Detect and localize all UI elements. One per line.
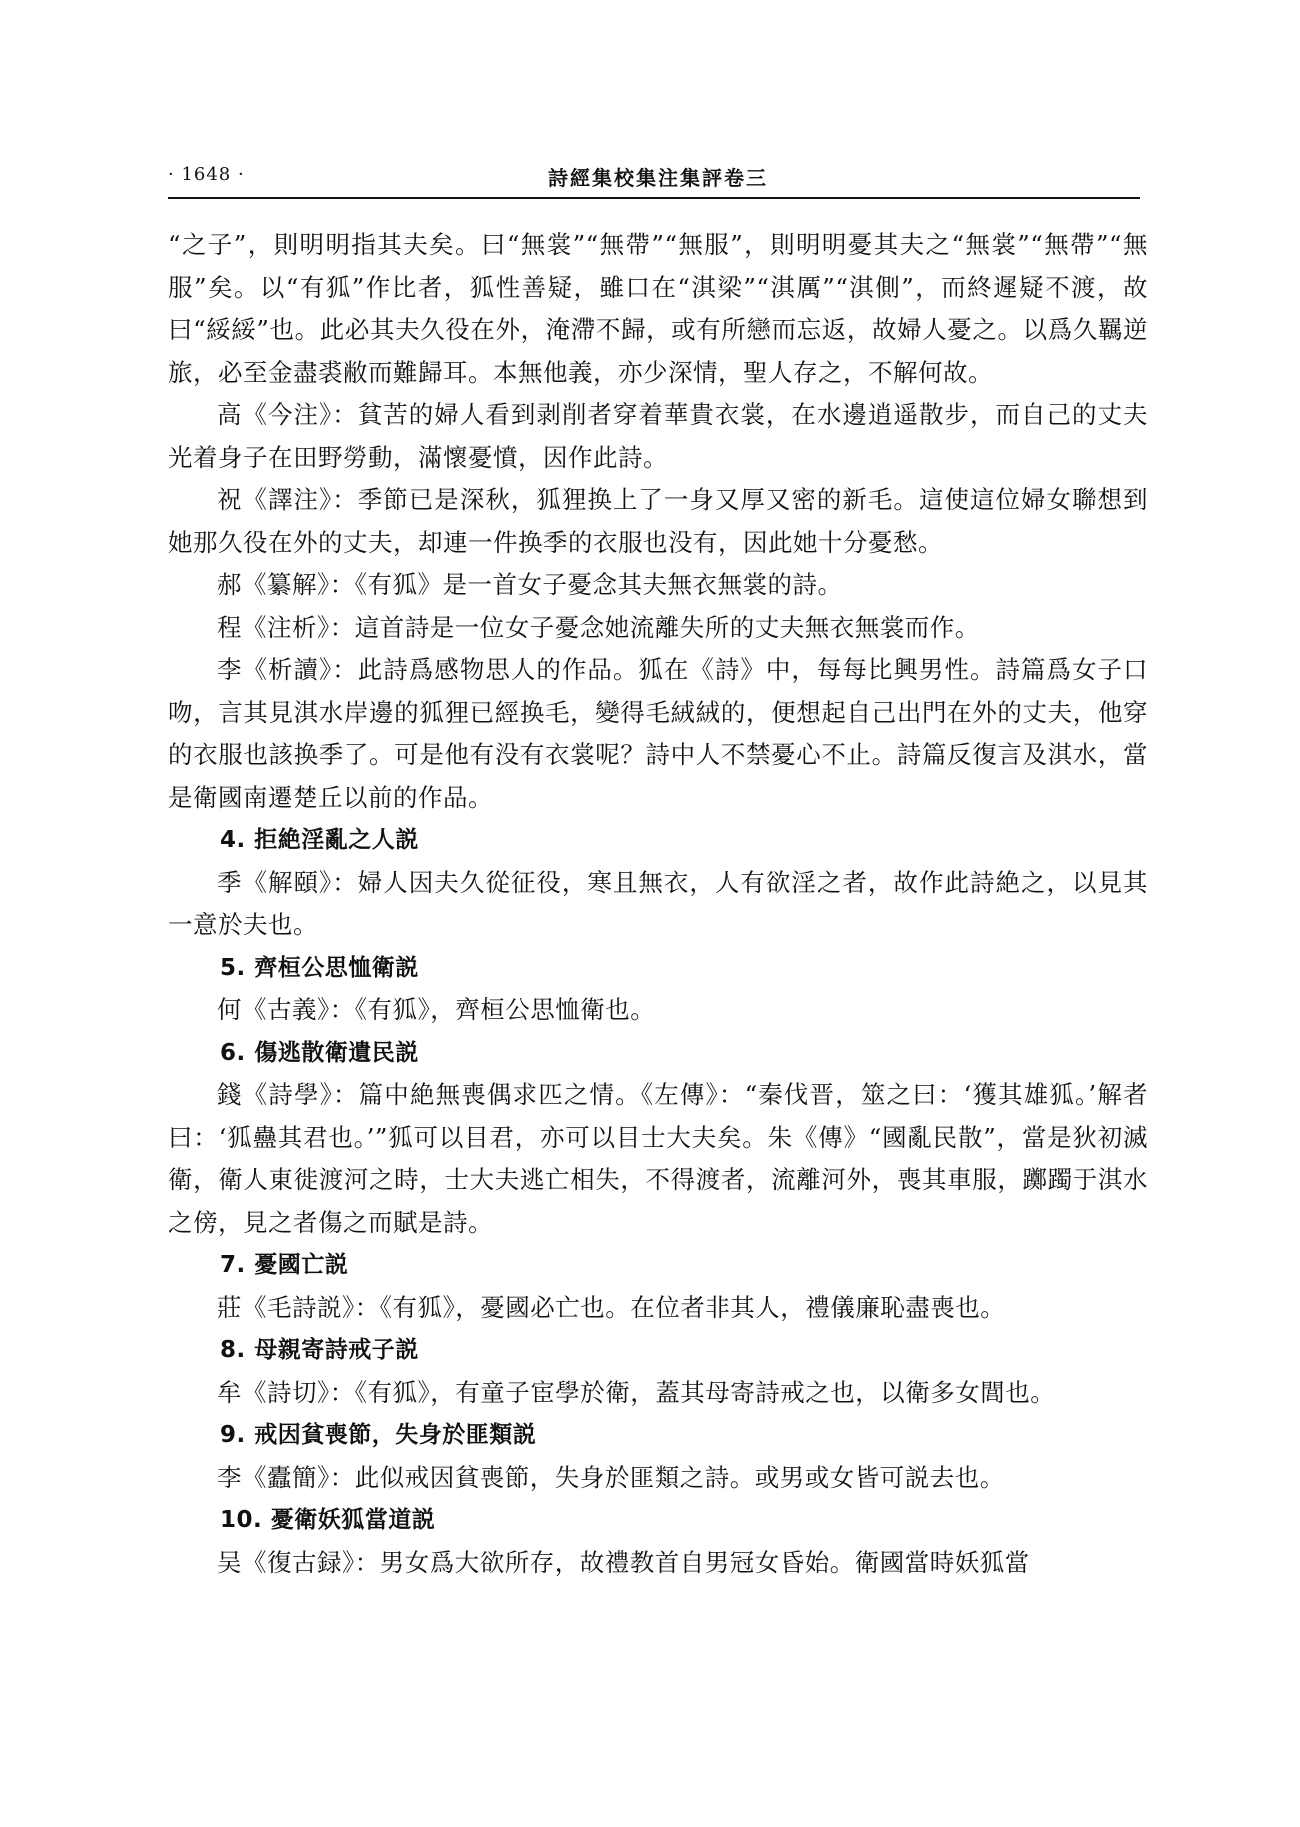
paragraph: 錢《詩學》：篇中絶無喪偶求匹之情。《左傳》：“秦伐晋，筮之曰：‘獲其雄狐。’解者曰：‘狐蠱其君也。’”狐可以目君，亦可以目士大夫矣。朱《傳》“國亂民散”，當是狄初滅衛，衛人東徙渡河之時，士大夫逃亡相失，不得渡者，流離河外，喪其車服，躑躅于淇水之傍，見之者傷之而賦是詩。 xyxy=(168,1080,1148,1237)
paragraph: 祝《譯注》：季節已是深秋，狐狸换上了一身又厚又密的新毛。這使這位婦女聯想到她那久役在外的丈夫，却連一件换季的衣服也没有，因此她十分憂愁。 xyxy=(168,485,1148,557)
paragraph: 莊《毛詩説》：《有狐》，憂國必亡也。在位者非其人，禮儀廉恥盡喪也。 xyxy=(217,1292,1006,1322)
body-text xyxy=(168,224,1148,1584)
section-heading: 7. 憂國亡説 xyxy=(220,1252,349,1278)
section-heading: 10. 憂衛妖狐當道説 xyxy=(220,1507,436,1533)
section-heading: 5. 齊桓公思恤衛説 xyxy=(220,954,419,981)
paragraph: 牟《詩切》：《有狐》，有童子宦學於衛，蓋其母寄詩戒之也，以衛多女閭也。 xyxy=(217,1377,1056,1407)
paragraph: 吴《復古録》：男女爲大欲所存，故禮教首自男冠女昏始。衛國當時妖狐當 xyxy=(217,1547,1030,1577)
page-number: · 1648 · xyxy=(168,164,245,185)
paragraph: 李《析讀》：此詩爲感物思人的作品。狐在《詩》中，每每比興男性。詩篇爲女子口吻，言其見淇水岸邊的狐狸已經换毛，變得毛絨絨的，便想起自己出門在外的丈夫，他穿的衣服也該换季了。可是他有没有衣裳呢？詩中人不禁憂心不止。詩篇反復言及淇水，當是衛國南遷楚丘以前的作品。 xyxy=(168,655,1148,812)
paragraph: 何《古義》：《有狐》，齊桓公思恤衛也。 xyxy=(217,995,656,1024)
section-heading: 8. 母親寄詩戒子説 xyxy=(220,1337,419,1363)
paragraph: 季《解頤》：婦人因夫久從征役，寒且無衣，人有欲淫之者，故作此詩絶之，以見其一意於夫也。 xyxy=(168,867,1148,939)
paragraph: 高《今注》：貧苦的婦人看到剥削者穿着華貴衣裳，在水邊逍遥散步，而自己的丈夫光着身子在田野勞動，滿懷憂憤，因作此詩。 xyxy=(168,400,1148,472)
section-heading: 6. 傷逃散衛遺民説 xyxy=(220,1039,419,1066)
paragraph: 李《蠹簡》：此似戒因貧喪節，失身於匪類之詩。或男或女皆可説去也。 xyxy=(217,1462,1005,1492)
running-title: 詩經集校集注集評卷三 xyxy=(548,166,768,190)
section-heading: 4. 拒絶淫亂之人説 xyxy=(220,827,419,853)
header-rule xyxy=(168,197,1140,199)
paragraph: 郝《纂解》：《有狐》是一首女子憂念其夫無衣無裳的詩。 xyxy=(217,570,843,599)
section-heading: 9. 戒因貧喪節，失身於匪類説 xyxy=(220,1422,537,1448)
paragraph: “之子”，則明明指其夫矣。曰“無裳”“無帶”“無服”，則明明憂其夫之“無裳”“無帶”“無服”矣。以“有狐”作比者，狐性善疑，雖口在“淇梁”“淇厲”“淇側”，而終遲疑不渡，故曰“綏綏”也。此必其夫久役在外，淹滯不歸，或有所戀而忘返，故婦人憂之。以爲久羈逆旅，必至金盡裘敝而難歸耳。本無他義，亦少深情，聖人存之，不解何故。 xyxy=(168,230,1148,387)
paragraph: 程《注析》：這首詩是一位女子憂念她流離失所的丈夫無衣無裳而作。 xyxy=(217,612,980,642)
page-header xyxy=(168,160,1138,190)
